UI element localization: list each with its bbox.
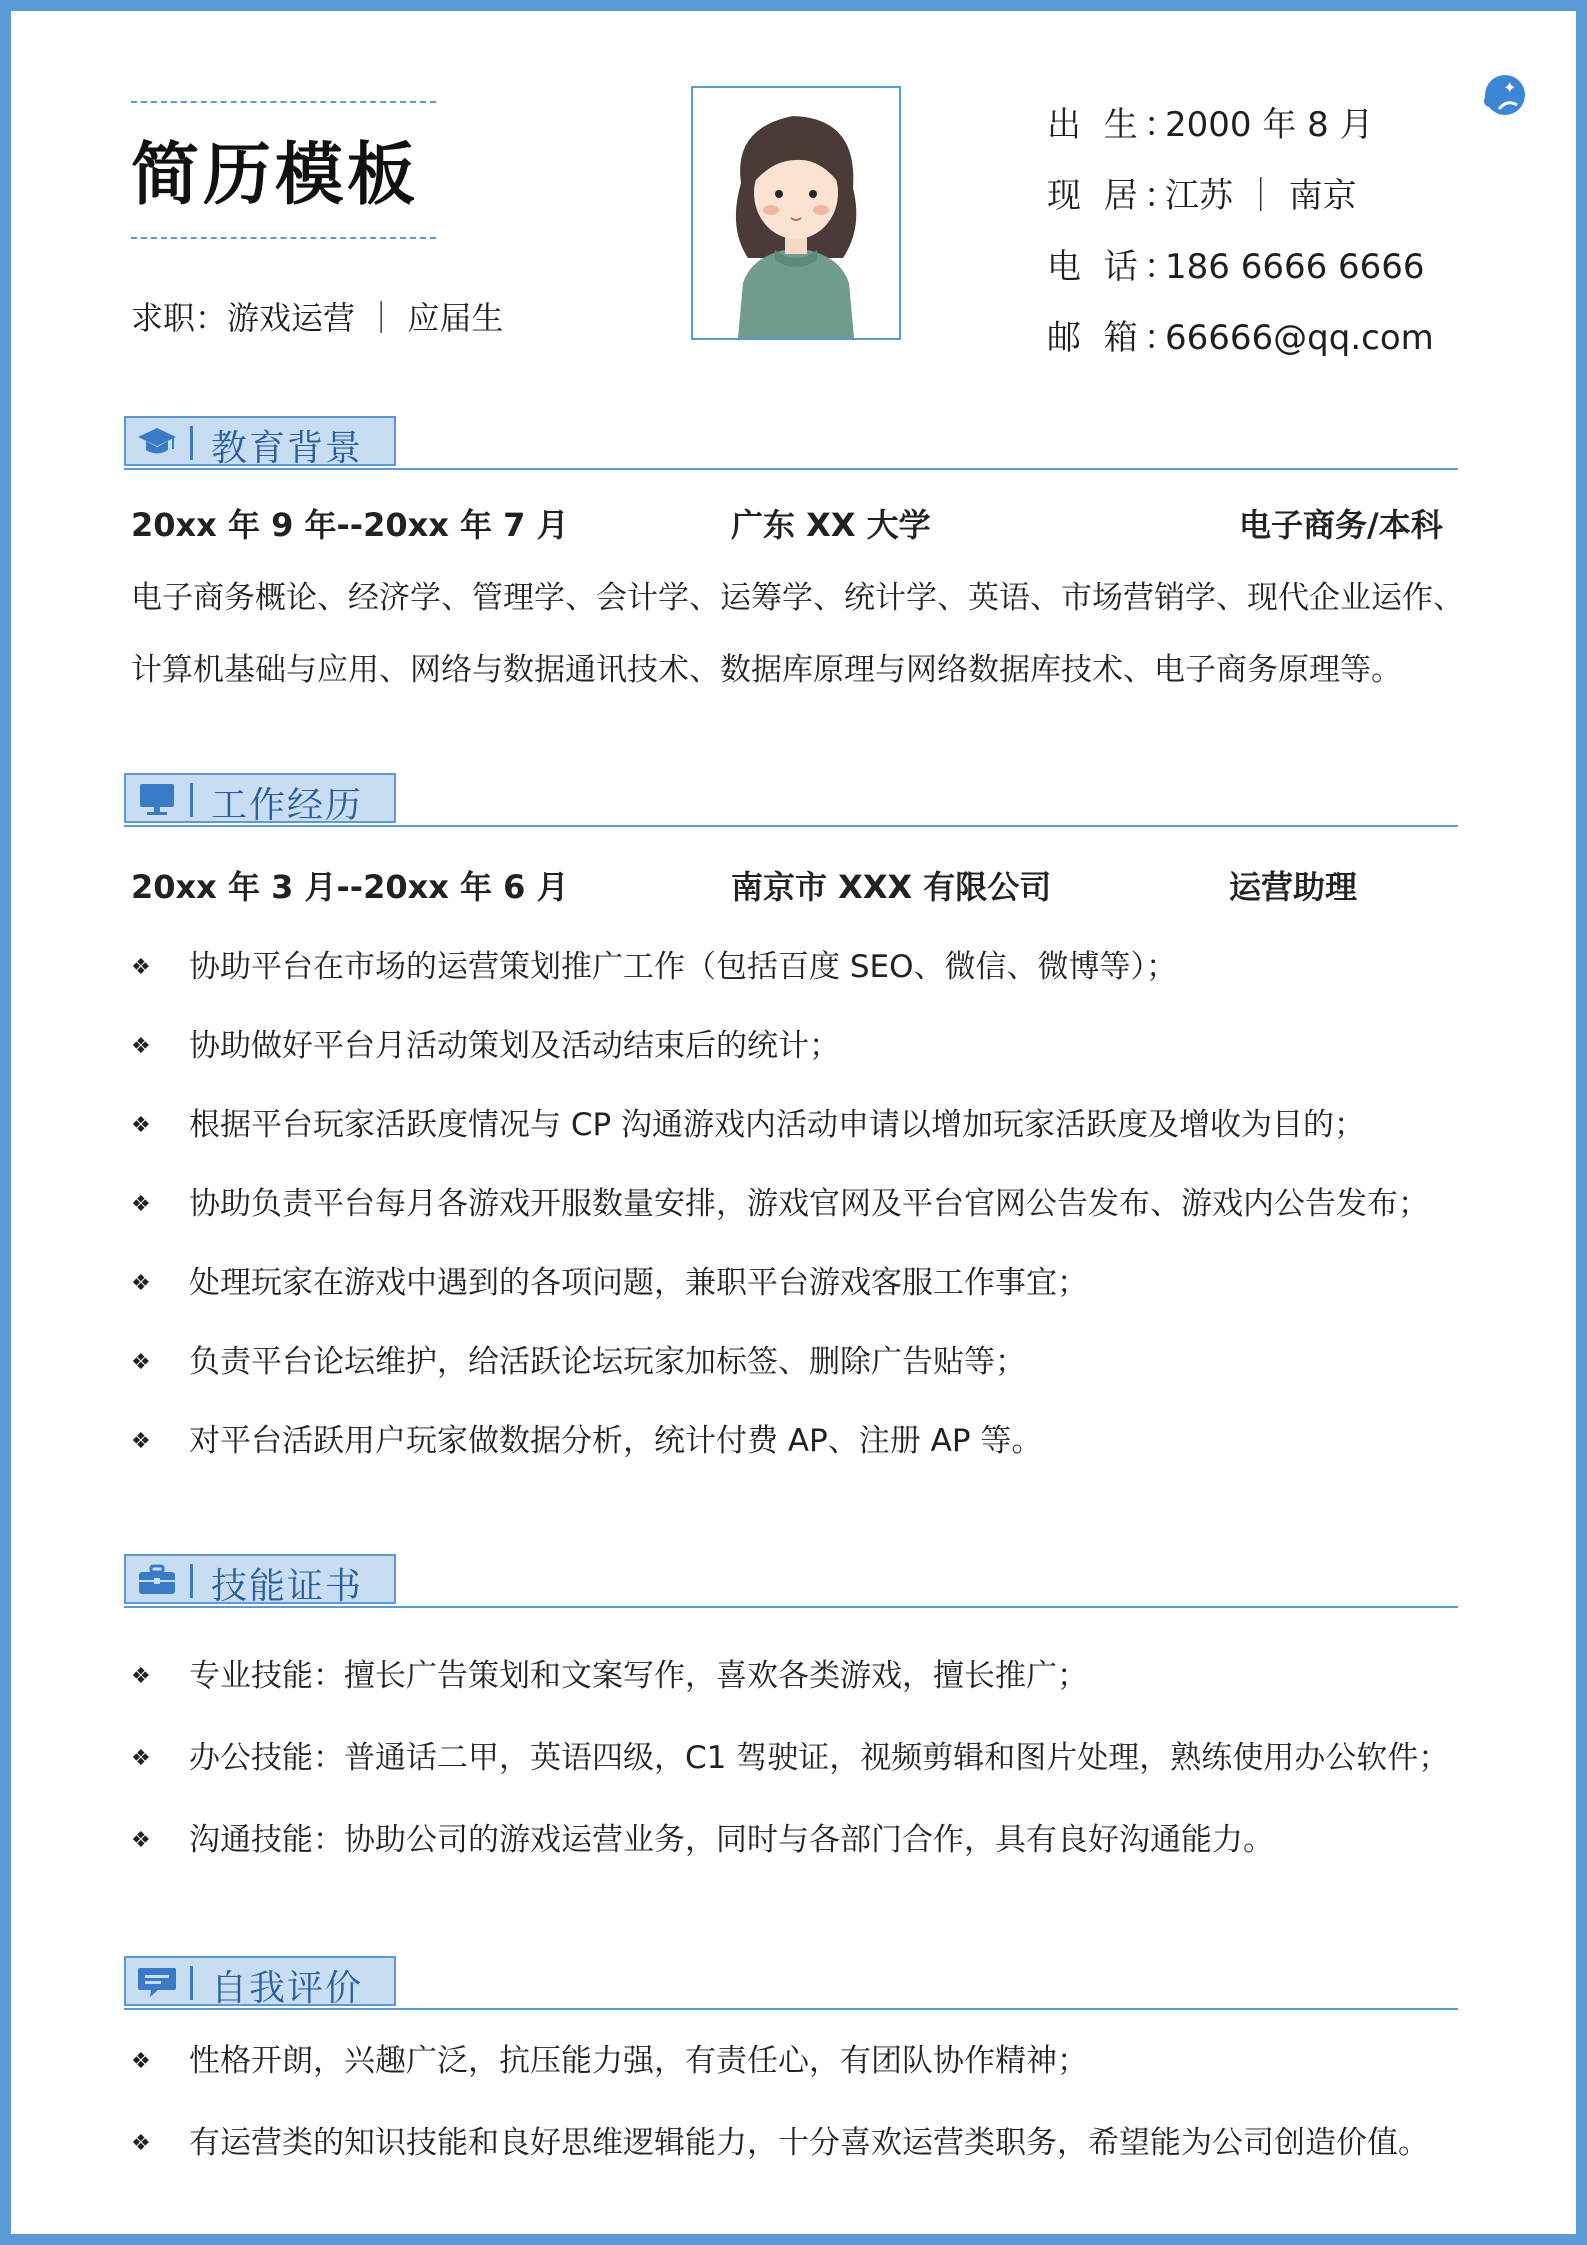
edu-school: 广东 XX 大学 [731,506,931,544]
list-item-text: 处理玩家在游戏中遇到的各项问题，兼职平台游戏客服工作事宜； [189,1265,1088,1301]
info-label: 现 居： [1047,176,1184,216]
section-title: 技能证书 [211,1566,364,1607]
list-item-text: 协助负责平台每月各游戏开服数量安排，游戏官网及平台官网公告发布、游戏内公告发布； [189,1186,1429,1222]
list-item-text: 性格开朗，兴趣广泛，抗压能力强，有责任心，有团队协作精神； [189,2043,1088,2079]
job-target: 求职：游戏运营 ｜ 应届生 [131,299,504,337]
bullet-icon: ❖ [131,2049,151,2074]
info-value: 66666@qq.com [1165,318,1434,358]
info-value: 2000 年 8 月 [1165,105,1374,145]
graduation-cap-icon [136,424,178,460]
list-item-text: 沟通技能：协助公司的游戏运营业务，同时与各部门合作，具有良好沟通能力。 [189,1822,1274,1858]
list-item [131,2117,1429,2162]
list-item-text: 负责平台论坛维护，给活跃论坛玩家加标签、删除广告贴等； [189,1344,1026,1380]
work-period: 20xx 年 3 月--20xx 年 6 月 [131,868,569,906]
list-item [131,1415,1042,1460]
section-tab [124,416,396,469]
info-birth [1047,97,1374,146]
info-email [1047,310,1434,359]
info-label: 邮 箱： [1047,318,1184,358]
list-item-text: 办公技能：普通话二甲，英语四级，C1 驾驶证，视频剪辑和图片处理，熟练使用办公软件； [189,1740,1450,1776]
work-position: 运营助理 [1229,868,1358,906]
list-item-text: 协助做好平台月活动策划及活动结束后的统计； [189,1028,840,1064]
section-separator [190,426,193,460]
title-block [131,101,436,239]
section-tab [124,1554,396,1607]
bullet-icon: ❖ [131,1828,151,1853]
info-residence [1047,168,1357,217]
section-header-work [124,773,1458,827]
list-item-text: 有运营类的知识技能和良好思维逻辑能力，十分喜欢运营类职务，希望能为公司创造价值。 [189,2125,1429,2161]
list-item-text: 专业技能：擅长广告策划和文案写作，喜欢各类游戏，擅长推广； [189,1658,1088,1694]
bullet-icon: ❖ [131,1746,151,1771]
profile-photo [691,86,901,340]
section-separator [190,783,193,817]
avatar-illustration [693,88,899,338]
list-item [131,1178,1429,1223]
briefcase-icon [136,1562,178,1598]
list-item [131,1650,1088,1695]
section-tab [124,773,396,826]
list-item [131,1814,1274,1859]
page-title: 简历模板 [131,136,420,215]
section-header-skills [124,1554,1458,1608]
list-item [131,941,1177,986]
edu-courses-line2: 计算机基础与应用、网络与数据通讯技术、数据库原理与网络数据库技术、电子商务原理等。 [131,652,1402,688]
bullet-icon: ❖ [131,1350,151,1375]
list-item [131,1336,1026,1381]
section-title: 教育背景 [211,428,364,469]
bullet-icon: ❖ [131,1034,151,1059]
info-phone [1047,239,1425,288]
list-item [131,1099,1365,1144]
info-label: 电 话： [1047,247,1184,287]
section-tab [124,1956,396,2009]
list-item [131,1257,1088,1302]
list-item-text: 对平台活跃用户玩家做数据分析，统计付费 AP、注册 AP 等。 [189,1423,1043,1459]
section-title: 自我评价 [211,1968,364,2009]
chat-bubble-icon [136,1964,178,2000]
list-item-text: 协助平台在市场的运营策划推广工作（包括百度 SEO、微信、微博等）； [189,949,1178,985]
section-separator [190,1966,193,2000]
bullet-icon: ❖ [131,1271,151,1296]
list-item [131,1020,840,1065]
edu-major: 电子商务/本科 [1239,506,1443,544]
section-title: 工作经历 [211,785,364,826]
section-header-self [124,1956,1458,2010]
list-item-text: 根据平台玩家活跃度情况与 CP 沟通游戏内活动申请以增加玩家活跃度及增收为目的； [189,1107,1366,1143]
bullet-icon: ❖ [131,1429,151,1454]
bullet-icon: ❖ [131,2131,151,2156]
info-value: 186 6666 6666 [1165,247,1425,287]
list-item [131,2035,1088,2080]
bullet-icon: ❖ [131,1664,151,1689]
bullet-icon: ❖ [131,955,151,980]
section-separator [190,1564,193,1598]
monitor-icon [136,781,178,817]
bullet-icon: ❖ [131,1113,151,1138]
info-value: 江苏 ｜ 南京 [1165,176,1357,216]
bullet-icon: ❖ [131,1192,151,1217]
info-label: 出 生： [1047,105,1184,145]
svg-text:✦: ✦ [1503,78,1517,97]
list-item [131,1732,1449,1777]
edu-courses-line1: 电子商务概论、经济学、管理学、会计学、运筹学、统计学、英语、市场营销学、现代企业运作、 [131,580,1464,616]
edu-period: 20xx 年 9 年--20xx 年 7 月 [131,506,569,544]
section-header-education [124,416,1458,470]
work-company: 南京市 XXX 有限公司 [731,868,1052,906]
brand-logo-icon [1477,69,1529,121]
